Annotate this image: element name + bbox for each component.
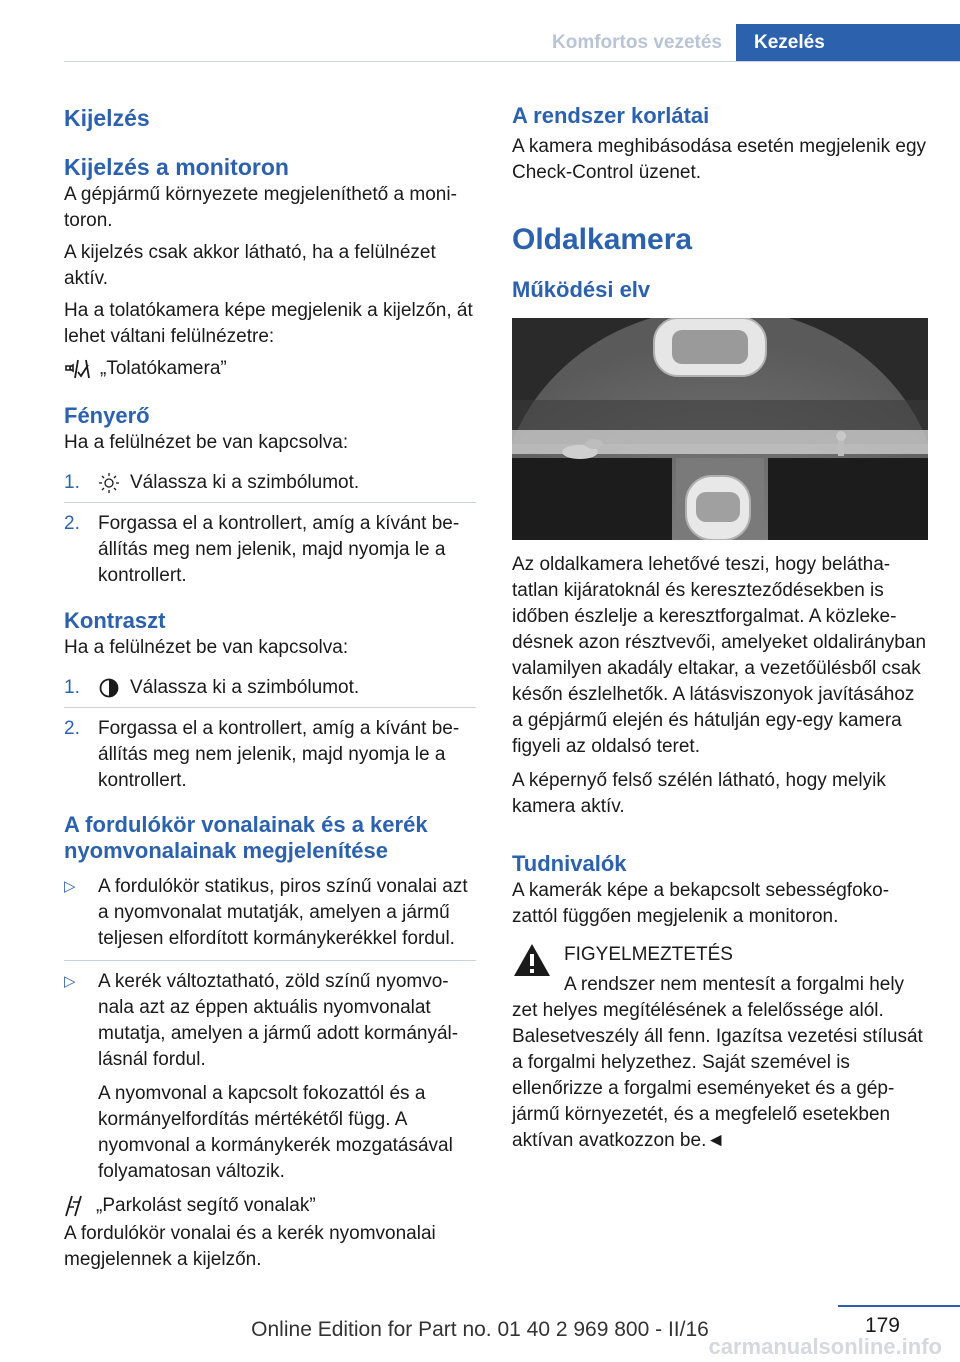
side-camera-illustration (512, 318, 928, 540)
contrast-steps (64, 675, 476, 794)
parking-lines-icon (64, 1194, 86, 1218)
list-item (64, 470, 476, 496)
principle-heading: Működési elv (512, 277, 651, 302)
page-header (0, 24, 960, 62)
triangle-bullet-icon: ▷ (64, 878, 76, 895)
step-number: 1. (64, 472, 80, 493)
divider (64, 707, 476, 708)
brightness-intro: Ha a felülnézet be van kapcsolva: (64, 432, 349, 453)
contrast-intro: Ha a felülnézet be van kapcsolva: (64, 637, 349, 658)
watermark-text: carmanualsonline.info (708, 1334, 942, 1359)
page-number: 179 (864, 1314, 900, 1337)
list-item (64, 969, 476, 1185)
monitor-paragraph-3: Ha a tolatókamera képe megjelenik a kijelzőn, át lehet váltani felülnézetre: (64, 300, 473, 347)
header-section-title: Komfortos vezetés (552, 32, 722, 53)
warning-box (512, 942, 928, 1154)
notes-heading: Tudnivalók (512, 851, 627, 876)
contrast-icon (98, 677, 120, 699)
monitor-paragraph-1: A gépjármű környezete megjeleníthető a monitoron. (64, 184, 457, 231)
bullet-text: A fordulókör statikus, piros színű vonalai azt a nyomvonalat mutatják, amelyen a jármű teljesen elfordított kormánykerékkel fordul. (98, 876, 468, 949)
warning-text-first-line: A rendszer nem mentesít a forgalmi hely (564, 974, 905, 995)
lines-final-paragraph: A fordulókör vonalai és a kerék nyomvonalai megjelennek a kijelzőn. (64, 1223, 436, 1270)
step-number: 2. (64, 513, 80, 534)
warning-text: zet helyes megítélésének a felelőssége alól. Balesetveszély áll fenn. Igazítsa vezetési stílusát a forgalmi helyzethez. Saját szemével is ellenőrizze a forgalmi eseményeket és a gépjármű környezetét, és a megfelelő esetekben aktívan avatkozzon be.◄ (512, 1000, 923, 1151)
step-number: 2. (64, 718, 80, 739)
footer-accent-line (838, 1305, 960, 1307)
brightness-heading: Fényerő (64, 403, 150, 428)
right-column (512, 100, 928, 1154)
principle-paragraph-2: A képernyő felső szélén látható, hogy melyik kamera aktív. (512, 770, 886, 817)
contrast-heading: Kontraszt (64, 608, 166, 633)
edition-footer: Online Edition for Part no. 01 40 2 969 800 - II/16 (251, 1318, 709, 1341)
divider (64, 960, 476, 961)
triangle-bullet-icon: ▷ (64, 973, 76, 990)
monitor-heading: Kijelzés a monitoron (64, 154, 289, 180)
principle-paragraph-1: Az oldalkamera lehetővé teszi, hogy beláthatatlan kijáratoknál és kereszteződésekben is időben észlelje a keresztforgalmat. A közlekedésnek azon résztvevői, amelyeket oldalirányban valamilyen akadály eltakar, a vezetőülésből csak későn észlelhetők. A látásviszonyok javításához a gépjármű elején és hátulján egy-egy kamera figyeli az oldalsó teret. (512, 554, 927, 757)
side-camera-scene (512, 318, 928, 540)
list-item (64, 675, 476, 701)
notes-paragraph: A kamerák képe a bekapcsolt sebességfokozattól függően megjelenik a monitoron. (512, 880, 890, 927)
reverse-camera-option (64, 356, 476, 382)
list-item (64, 874, 476, 952)
left-column (64, 100, 476, 1273)
kijelzes-heading: Kijelzés (64, 105, 150, 131)
step-text: Forgassa el a kontrollert, amíg a kívánt beállítás meg nem jelenik, majd nyomja le a kontrollert. (98, 718, 460, 791)
reverse-camera-icon (64, 357, 90, 381)
lines-heading: A fordulókör vonalainak és a kerék nyomvonalainak megjelenítése (64, 812, 428, 863)
list-item (64, 511, 476, 589)
limits-heading: A rendszer korlátai (512, 103, 710, 128)
reverse-camera-label: „Tolatókamera” (100, 358, 227, 379)
step-number: 1. (64, 677, 80, 698)
step-text: Válassza ki a szimbólumot. (130, 677, 360, 698)
limits-paragraph: A kamera meghibásodása esetén megjelenik egy Check-Control üzenet. (512, 136, 927, 183)
bullet-extra-text: A nyomvonal a kapcsolt fokozattól és a kormányelfordítás mértékétől függ. A nyomvonal a kormánykerék mozgatásával folyamatosan változik. (98, 1083, 453, 1182)
lines-bullets (64, 874, 476, 1185)
warning-triangle-icon (512, 942, 552, 978)
step-text: Forgassa el a kontrollert, amíg a kívánt beállítás meg nem jelenik, majd nyomja le a kontrollert. (98, 513, 460, 586)
monitor-paragraph-2: A kijelzés csak akkor látható, ha a felülnézet aktív. (64, 242, 436, 289)
list-item (64, 716, 476, 794)
parking-lines-option (64, 1193, 476, 1219)
header-divider (64, 61, 960, 62)
parking-lines-label: „Parkolást segítő vonalak” (96, 1195, 316, 1216)
warning-title: FIGYELMEZTETÉS (564, 944, 733, 965)
brightness-steps (64, 470, 476, 589)
step-text: Válassza ki a szimbólumot. (130, 472, 360, 493)
header-chapter-tab: Kezelés (736, 24, 960, 62)
side-camera-heading: Oldalkamera (512, 223, 693, 256)
divider (64, 502, 476, 503)
bullet-text: A kerék változtatható, zöld színű nyomvonala azt az éppen aktuális nyomvonalat mutatja, amelyen a jármű adott kormányállásnál fordul. (98, 971, 459, 1070)
sun-icon (98, 472, 120, 494)
